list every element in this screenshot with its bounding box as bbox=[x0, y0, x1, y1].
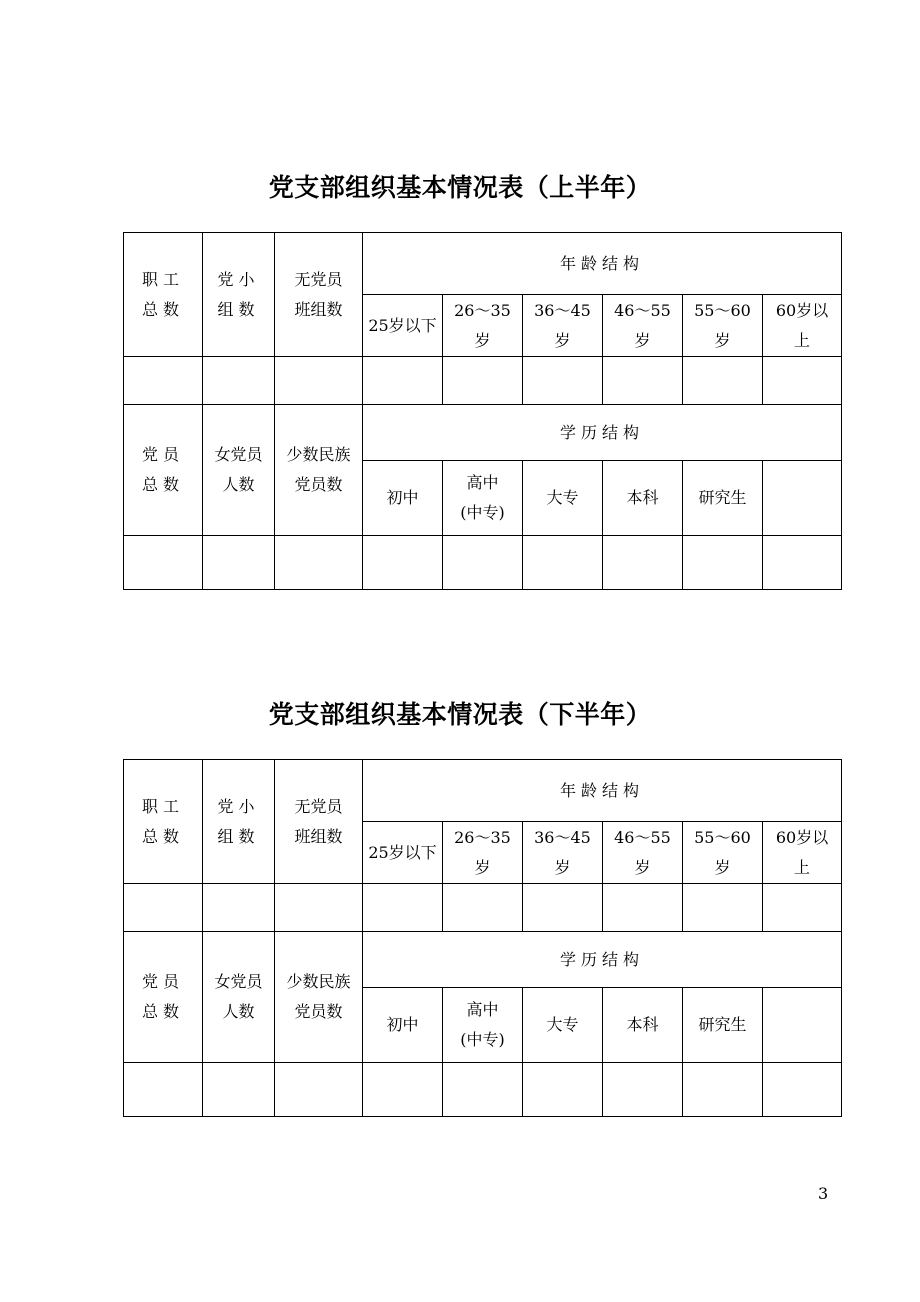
input-cell[interactable] bbox=[683, 357, 763, 405]
input-cell[interactable] bbox=[203, 357, 275, 405]
input-cell[interactable] bbox=[275, 884, 363, 932]
header-edu-col bbox=[763, 461, 842, 536]
input-cell[interactable] bbox=[763, 884, 842, 932]
input-cell[interactable] bbox=[683, 1063, 763, 1117]
input-cell[interactable] bbox=[603, 884, 683, 932]
input-cell[interactable] bbox=[763, 536, 842, 590]
input-cell[interactable] bbox=[124, 357, 203, 405]
input-cell[interactable] bbox=[275, 357, 363, 405]
header-age-col: 46～55 岁 bbox=[603, 295, 683, 357]
header-age-col: 25岁以下 bbox=[363, 822, 443, 884]
header-minority-member-count: 少数民族 党员数 bbox=[275, 405, 363, 536]
input-cell[interactable] bbox=[363, 884, 443, 932]
input-cell[interactable] bbox=[523, 1063, 603, 1117]
header-employee-total: 职工 总数 bbox=[124, 760, 203, 884]
input-cell[interactable] bbox=[203, 1063, 275, 1117]
header-party-group-count: 党小 组数 bbox=[203, 760, 275, 884]
input-cell[interactable] bbox=[523, 536, 603, 590]
header-age-col: 36～45 岁 bbox=[523, 295, 603, 357]
input-cell[interactable] bbox=[203, 884, 275, 932]
input-cell[interactable] bbox=[124, 884, 203, 932]
input-cell[interactable] bbox=[763, 357, 842, 405]
input-cell[interactable] bbox=[443, 1063, 523, 1117]
input-cell[interactable] bbox=[124, 1063, 203, 1117]
header-edu-col: 高中 (中专) bbox=[443, 461, 523, 536]
header-female-member-count: 女党员 人数 bbox=[203, 932, 275, 1063]
header-no-member-team-count: 无党员 班组数 bbox=[275, 233, 363, 357]
header-age-col: 60岁以 上 bbox=[763, 295, 842, 357]
header-edu-col: 高中 (中专) bbox=[443, 988, 523, 1063]
header-edu-col: 研究生 bbox=[683, 461, 763, 536]
input-cell[interactable] bbox=[523, 884, 603, 932]
header-edu-col: 本科 bbox=[603, 988, 683, 1063]
header-age-col: 46～55 岁 bbox=[603, 822, 683, 884]
header-age-col: 55～60 岁 bbox=[683, 295, 763, 357]
table-title: 党支部组织基本情况表（下半年） bbox=[268, 700, 652, 729]
party-branch-table-first-half bbox=[123, 232, 842, 590]
header-minority-member-count: 少数民族 党员数 bbox=[275, 932, 363, 1063]
input-cell[interactable] bbox=[763, 1063, 842, 1117]
input-cell[interactable] bbox=[443, 536, 523, 590]
header-edu-col bbox=[763, 988, 842, 1063]
header-edu-col: 大专 bbox=[523, 988, 603, 1063]
header-age-structure: 年龄结构 bbox=[363, 760, 842, 822]
header-age-structure: 年龄结构 bbox=[363, 233, 842, 295]
input-cell[interactable] bbox=[523, 357, 603, 405]
input-cell[interactable] bbox=[275, 1063, 363, 1117]
header-age-col: 36～45 岁 bbox=[523, 822, 603, 884]
header-member-total: 党员 总数 bbox=[124, 932, 203, 1063]
header-education-structure: 学历结构 bbox=[363, 405, 842, 461]
header-age-col: 25岁以下 bbox=[363, 295, 443, 357]
table-row bbox=[124, 884, 842, 932]
header-member-total: 党员 总数 bbox=[124, 405, 203, 536]
input-cell[interactable] bbox=[683, 884, 763, 932]
table-row bbox=[124, 357, 842, 405]
input-cell[interactable] bbox=[443, 357, 523, 405]
page-number: 3 bbox=[818, 1184, 829, 1203]
input-cell[interactable] bbox=[124, 536, 203, 590]
header-edu-col: 本科 bbox=[603, 461, 683, 536]
input-cell[interactable] bbox=[363, 536, 443, 590]
table-row bbox=[124, 536, 842, 590]
header-edu-col: 大专 bbox=[523, 461, 603, 536]
input-cell[interactable] bbox=[275, 536, 363, 590]
input-cell[interactable] bbox=[683, 536, 763, 590]
header-no-member-team-count: 无党员 班组数 bbox=[275, 760, 363, 884]
header-age-col: 26～35 岁 bbox=[443, 295, 523, 357]
input-cell[interactable] bbox=[603, 536, 683, 590]
input-cell[interactable] bbox=[603, 1063, 683, 1117]
input-cell[interactable] bbox=[443, 884, 523, 932]
header-employee-total: 职工 总数 bbox=[124, 233, 203, 357]
input-cell[interactable] bbox=[203, 536, 275, 590]
header-party-group-count: 党小 组数 bbox=[203, 233, 275, 357]
header-age-col: 26～35 岁 bbox=[443, 822, 523, 884]
header-age-col: 55～60 岁 bbox=[683, 822, 763, 884]
header-edu-col: 初中 bbox=[363, 461, 443, 536]
header-edu-col: 初中 bbox=[363, 988, 443, 1063]
header-education-structure: 学历结构 bbox=[363, 932, 842, 988]
table-title: 党支部组织基本情况表（上半年） bbox=[268, 173, 652, 202]
input-cell[interactable] bbox=[363, 357, 443, 405]
header-female-member-count: 女党员 人数 bbox=[203, 405, 275, 536]
party-branch-table-second-half bbox=[123, 759, 842, 1117]
header-edu-col: 研究生 bbox=[683, 988, 763, 1063]
input-cell[interactable] bbox=[363, 1063, 443, 1117]
table-row bbox=[124, 1063, 842, 1117]
input-cell[interactable] bbox=[603, 357, 683, 405]
header-age-col: 60岁以 上 bbox=[763, 822, 842, 884]
